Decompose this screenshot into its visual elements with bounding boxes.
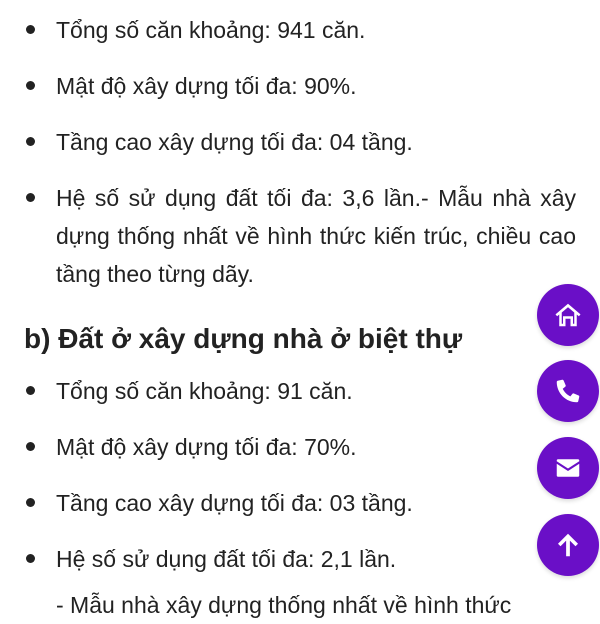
list-item bbox=[0, 11, 600, 49]
list-item bbox=[0, 123, 600, 161]
list-item-text: Tổng số căn khoảng: 91 căn. bbox=[56, 378, 353, 404]
list-item-text: Mật độ xây dựng tối đa: 70%. bbox=[56, 434, 357, 460]
list-item-text: Tổng số căn khoảng: 941 căn. bbox=[56, 17, 366, 43]
scroll-to-top-button[interactable] bbox=[537, 514, 599, 576]
email-icon bbox=[553, 453, 583, 483]
list-item-text: Hệ số sử dụng đất tối đa: 3,6 lần.- Mẫu nhà xây dựng thống nhất về hình thức kiến trúc, chiều cao tầng theo từng dãy. bbox=[56, 185, 576, 287]
list-item bbox=[0, 67, 600, 105]
bullet-dot bbox=[26, 442, 35, 451]
phone-button[interactable] bbox=[537, 360, 599, 422]
bullet-dot bbox=[26, 193, 35, 202]
bullet-dot bbox=[26, 498, 35, 507]
list-item bbox=[0, 372, 600, 410]
bullet-dot bbox=[26, 81, 35, 90]
bullet-dot bbox=[26, 554, 35, 563]
list-item bbox=[0, 179, 600, 293]
spec-list-villa bbox=[0, 372, 600, 596]
list-item-text: Tầng cao xây dựng tối đa: 04 tầng. bbox=[56, 129, 413, 155]
home-icon bbox=[553, 300, 583, 330]
list-item-text: Hệ số sử dụng đất tối đa: 2,1 lần. bbox=[56, 546, 397, 572]
list-item bbox=[0, 484, 600, 522]
list-item bbox=[0, 540, 600, 578]
partial-text-line: - Mẫu nhà xây dựng thống nhất về hình thức bbox=[56, 592, 512, 618]
list-item-text: Mật độ xây dựng tối đa: 90%. bbox=[56, 73, 357, 99]
bullet-dot bbox=[26, 25, 35, 34]
bullet-dot bbox=[26, 386, 35, 395]
bullet-dot bbox=[26, 137, 35, 146]
home-button[interactable] bbox=[537, 284, 599, 346]
section-heading-villa: b) Đất ở xây dựng nhà ở biệt thự bbox=[24, 323, 463, 354]
email-button[interactable] bbox=[537, 437, 599, 499]
arrow-up-icon bbox=[553, 530, 583, 560]
spec-list-townhouse bbox=[0, 11, 600, 311]
list-item-text: Tầng cao xây dựng tối đa: 03 tầng. bbox=[56, 490, 413, 516]
phone-icon bbox=[553, 376, 583, 406]
list-item bbox=[0, 428, 600, 466]
